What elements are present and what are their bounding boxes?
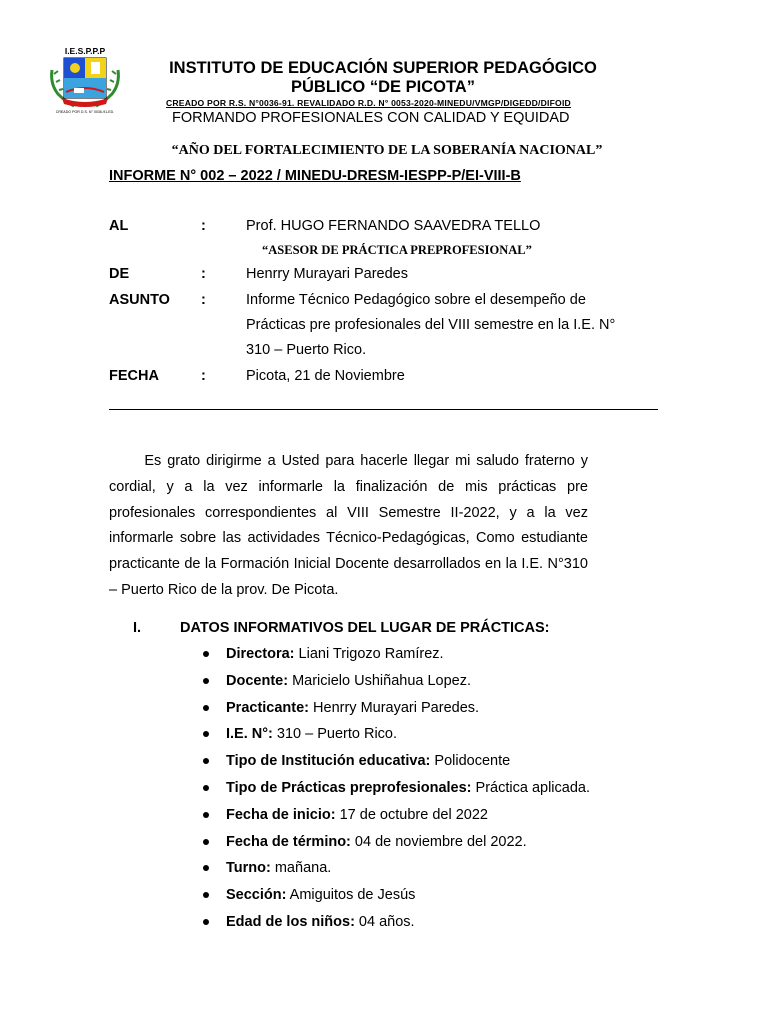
item-value: 04 de noviembre del 2022.	[350, 833, 527, 850]
item-value: Maricielo Ushiñahua Lopez.	[288, 672, 472, 689]
bullet-icon	[203, 758, 209, 764]
report-number: INFORME N° 002 – 2022 / MINEDU-DRESM-IESPP-P/EI-VIII-B	[109, 168, 521, 184]
item-label: I.E. N°:	[226, 726, 273, 743]
bullet-icon	[203, 705, 209, 711]
item-value: mañana.	[270, 860, 332, 877]
bullet-icon	[203, 839, 209, 845]
item-value: 04 años.	[354, 913, 415, 930]
list-item-ie	[200, 725, 590, 752]
fecha-value: Picota, 21 de Noviembre	[246, 368, 405, 384]
item-value: 310 – Puerto Rico.	[272, 726, 398, 743]
list-item-turno	[200, 859, 590, 886]
list-item-fecha-termino	[200, 833, 590, 860]
bullet-icon	[203, 919, 209, 925]
item-value: Amiguitos de Jesús	[286, 887, 416, 904]
item-label: Practicante:	[226, 699, 310, 716]
list-item-tipo-practicas	[200, 779, 590, 806]
fecha-colon: :	[201, 368, 206, 384]
de-value: Henrry Murayari Paredes	[246, 266, 408, 282]
de-colon: :	[201, 266, 206, 282]
bullet-icon	[203, 892, 209, 898]
item-label: Tipo de Institución educativa:	[226, 753, 431, 770]
list-item-edad	[200, 913, 590, 940]
de-label: DE	[109, 266, 130, 282]
list-item-docente	[200, 672, 590, 699]
institution-name-line1: INSTITUTO DE EDUCACIÓN SUPERIOR PEDAGÓGICO	[169, 59, 597, 77]
body-paragraph-text: Es grato dirigirme a Usted para hacerle llegar mi saludo fraterno y cordial, y a la vez informarle la finalización de mis prácticas pre profesionales correspondientes al VIII Semestre II-2022, y a la vez informarle sobre las actividades Técnico-Pedagógicas, Como estudiante practicante de la Formación Inicial Docente desarrollados en la I.E. N°310 – Puerto Rico de la prov. De Picota.	[109, 453, 593, 598]
divider-line	[109, 409, 658, 410]
list-item-directora	[200, 645, 590, 672]
item-value: Polidocente	[430, 753, 511, 770]
section-number: I.	[133, 620, 142, 636]
item-value: Práctica aplicada.	[471, 779, 590, 796]
asunto-colon: :	[201, 292, 206, 308]
bullet-icon	[203, 651, 209, 657]
section-title: DATOS INFORMATIVOS DEL LUGAR DE PRÁCTICAS:	[180, 620, 550, 636]
list-item-seccion	[200, 886, 590, 913]
item-label: Tipo de Prácticas preprofesionales:	[226, 779, 472, 796]
asunto-line3: 310 – Puerto Rico.	[246, 342, 367, 358]
al-label: AL	[109, 218, 129, 234]
al-value: Prof. HUGO FERNANDO SAAVEDRA TELLO	[246, 218, 541, 234]
item-label: Sección:	[226, 887, 287, 904]
item-value: Liani Trigozo Ramírez.	[294, 646, 444, 662]
list-item-practicante	[200, 699, 590, 726]
asunto-line2: Prácticas pre profesionales del VIII semestre en la I.E. N°	[246, 317, 616, 333]
list-item-fecha-inicio	[200, 806, 590, 833]
institution-motto: FORMANDO PROFESIONALES CON CALIDAD Y EQUIDAD	[172, 110, 570, 126]
item-value: Henrry Murayari Paredes.	[309, 699, 480, 716]
bullet-icon	[203, 785, 209, 791]
institution-name-line2: PÚBLICO “DE PICOTA”	[291, 78, 475, 96]
item-label: Fecha de término:	[226, 833, 351, 850]
item-label: Turno:	[226, 860, 271, 877]
asunto-label: ASUNTO	[109, 292, 170, 308]
logo-text: I.E.S.P.P.P	[64, 46, 106, 56]
logo-caption: CREADO POR D.S. N° 0036-91-ED.	[55, 110, 115, 114]
item-value: 17 de octubre del 2022	[335, 806, 488, 823]
item-label: Edad de los niños:	[226, 913, 355, 930]
creation-resolution: CREADO POR R.S. N°0036-91. REVALIDADO R.D. N° 0053-2020-MINEDU/VMGP/DIGEDD/DIFOID	[166, 98, 571, 108]
item-label: Fecha de inicio:	[226, 806, 336, 823]
bullet-icon	[203, 731, 209, 737]
bullet-icon	[203, 865, 209, 871]
item-label: Docente:	[226, 672, 289, 689]
bullet-icon	[203, 678, 209, 684]
year-title: “AÑO DEL FORTALECIMIENTO DE LA SOBERANÍA NACIONAL”	[171, 143, 603, 158]
asunto-line1: Informe Técnico Pedagógico sobre el desempeño de	[246, 292, 586, 308]
body-paragraph	[109, 449, 593, 604]
info-list	[200, 645, 590, 940]
fecha-label: FECHA	[109, 368, 159, 384]
bullet-icon	[203, 812, 209, 818]
al-colon: :	[201, 218, 206, 234]
item-label: Directora:	[226, 646, 295, 662]
list-item-tipo-institucion	[200, 752, 590, 779]
al-role: “ASESOR DE PRÁCTICA PREPROFESIONAL”	[262, 243, 532, 257]
